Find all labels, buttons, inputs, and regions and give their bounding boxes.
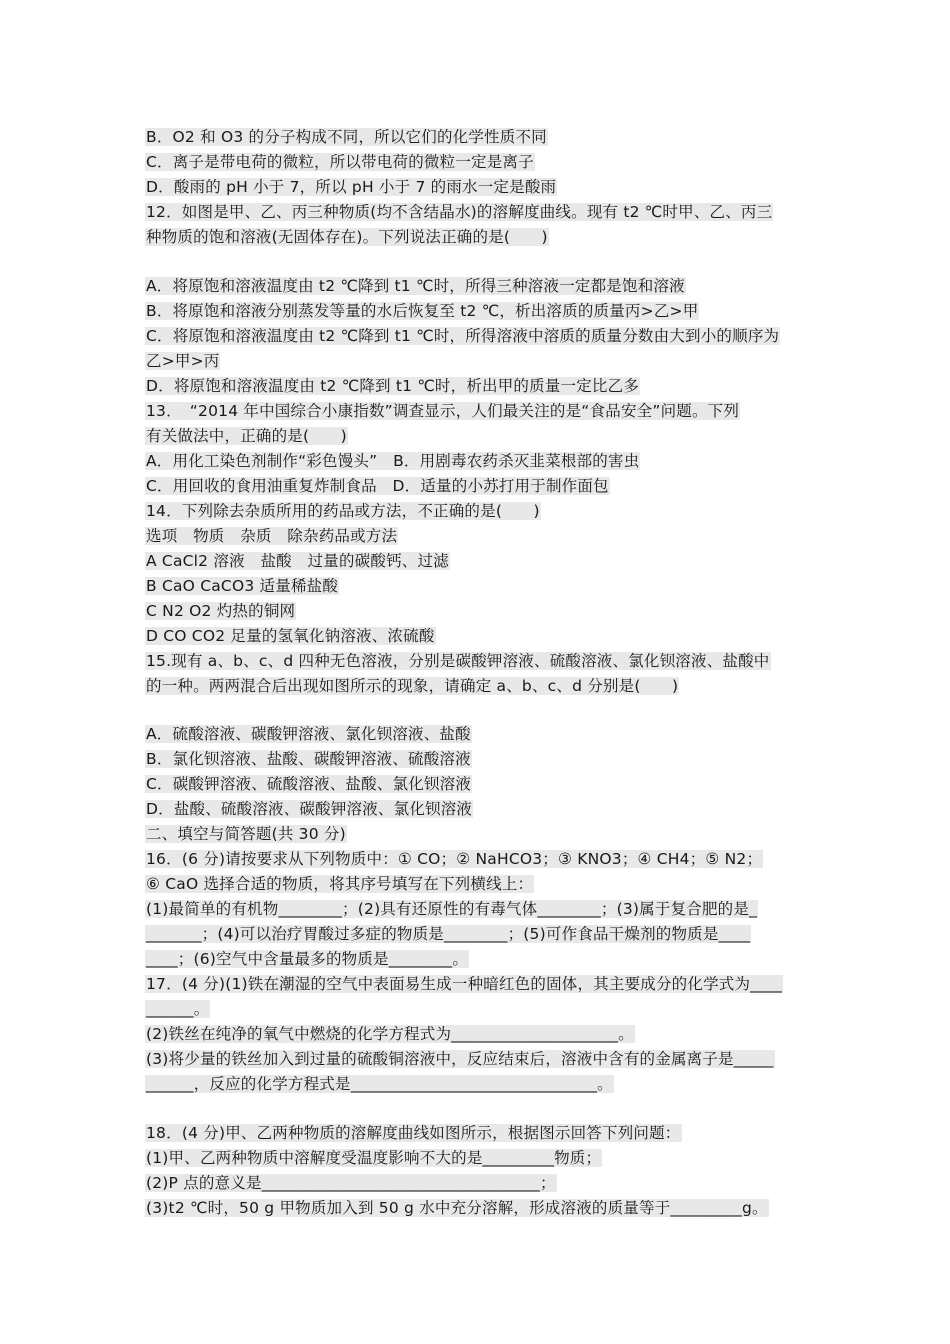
text-line: (1)最简单的有机物________；(2)具有还原性的有毒气体________；(3)属于复合肥的是_	[146, 900, 758, 918]
question-14: 14．下列除去杂质所用的药品或方法，不正确的是( )	[146, 502, 540, 520]
question-15-line-1: 15.现有 a、b、c、d 四种无色溶液，分别是碳酸钾溶液、硫酸溶液、氯化钡溶液、盐酸中	[146, 652, 770, 670]
text-line: C．将原饱和溶液温度由 t2 ℃降到 t1 ℃时，所得溶液中溶质的质量分数由大到小的顺序为	[146, 327, 780, 345]
text-line: 乙>甲>丙	[146, 352, 220, 370]
text-line: A．硫酸溶液、碳酸钾溶液、氯化钡溶液、盐酸	[146, 725, 471, 743]
question-12-line-1: 12．如图是甲、乙、丙三种物质(均不含结晶水)的溶解度曲线。现有 t2 ℃时甲、乙、丙三	[146, 203, 773, 221]
text-line: (3)将少量的铁丝加入到过量的硫酸铜溶液中，反应结束后，溶液中含有的金属离子是_____	[146, 1050, 774, 1068]
text-line: C．离子是带电荷的微粒，所以带电荷的微粒一定是离子	[146, 153, 534, 171]
text-line: ______。	[146, 1000, 210, 1018]
table-row-line: A CaCl2 溶液 盐酸 过量的碳酸钙、过滤	[146, 552, 449, 570]
text-line: D．盐酸、硫酸溶液、碳酸钾溶液、氯化钡溶液	[146, 800, 473, 818]
question-12-line-2: 种物质的饱和溶液(无固体存在)。下列说法正确的是( )	[146, 228, 548, 246]
text-line: C．用回收的食用油重复炸制食品 D．适量的小苏打用于制作面包	[146, 477, 609, 495]
section-heading: 二、填空与简答题(共 30 分)	[146, 825, 346, 843]
text-line: _______；(4)可以治疗胃酸过多症的物质是________；(5)可作食品干燥剂的物质是____	[146, 925, 751, 943]
text-line: A．用化工染色剂制作“彩色馒头” B．用剧毒农药杀灭韭菜根部的害虫	[146, 452, 640, 470]
question-17-line-1: 17．(4 分)(1)铁在潮湿的空气中表面易生成一种暗红色的固体，其主要成分的化学式为____	[146, 975, 782, 993]
text-line: D．将原饱和溶液温度由 t2 ℃降到 t1 ℃时，析出甲的质量一定比乙多	[146, 377, 640, 395]
table-row-line: C N2 O2 灼热的铜网	[146, 602, 296, 620]
table-header-line: 选项 物质 杂质 除杂药品或方法	[146, 527, 398, 545]
text-line: D．酸雨的 pH 小于 7，所以 pH 小于 7 的雨水一定是酸雨	[146, 178, 557, 196]
question-18-line-1: 18．(4 分)甲、乙两种物质的溶解度曲线如图所示，根据图示回答下列问题：	[146, 1124, 681, 1142]
question-15-line-2: 的一种。两两混合后出现如图所示的现象，请确定 a、b、c、d 分别是( )	[146, 677, 679, 695]
text-line: (3)t2 ℃时，50 g 甲物质加入到 50 g 水中充分溶解，形成溶液的质量等于_________g。	[146, 1199, 768, 1217]
question-13-line-1: 13． “2014 年中国综合小康指数”调查显示，人们最关注的是“食品安全”问题。下列	[146, 402, 740, 420]
text-line: (2)铁丝在纯净的氧气中燃烧的化学方程式为_____________________。	[146, 1025, 634, 1043]
table-row-line: B CaO CaCO3 适量稀盐酸	[146, 577, 339, 595]
text-line: A．将原饱和溶液温度由 t2 ℃降到 t1 ℃时，所得三种溶液一定都是饱和溶液	[146, 277, 685, 295]
question-13-line-2: 有关做法中，正确的是( )	[146, 427, 347, 445]
text-line: B．氯化钡溶液、盐酸、碳酸钾溶液、硫酸溶液	[146, 750, 471, 768]
text-line: ______，反应的化学方程式是_______________________________。	[146, 1075, 613, 1093]
question-16-line-2: ⑥ CaO 选择合适的物质，将其序号填写在下列横线上：	[146, 875, 534, 893]
table-row-line: D CO CO2 足量的氢氧化钠溶液、浓硫酸	[146, 627, 435, 645]
text-line: B．将原饱和溶液分别蒸发等量的水后恢复至 t2 ℃，析出溶质的质量丙>乙>甲	[146, 302, 699, 320]
text-line: B．O2 和 O3 的分子构成不同，所以它们的化学性质不同	[146, 128, 547, 146]
text-line: (1)甲、乙两种物质中溶解度受温度影响不大的是_________物质；	[146, 1149, 602, 1167]
text-line: (2)P 点的意义是___________________________________；	[146, 1174, 556, 1192]
text-line: C．碳酸钾溶液、硫酸溶液、盐酸、氯化钡溶液	[146, 775, 472, 793]
question-16-line-1: 16．(6 分)请按要求从下列物质中：① CO；② NaHCO3；③ KNO3；④ CH4；⑤ N2；	[146, 850, 763, 868]
text-line: ____；(6)空气中含量最多的物质是________。	[146, 950, 469, 968]
